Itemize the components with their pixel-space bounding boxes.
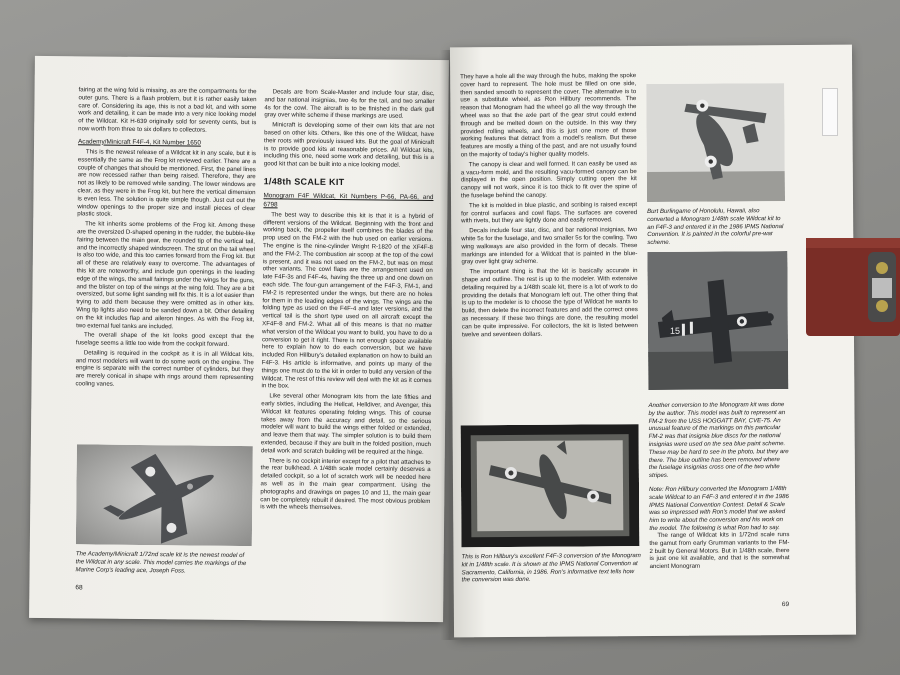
paragraph: Decals include four star, disc, and bar national insignias, two white 5s for the fuselage, and two smaller 5s for the cowling. Two wing walkways are also provided in the form of decals. These markings are intended for a Wildcat that is painted in the blue-gray over light gray scheme.: [461, 226, 638, 266]
burlingame-wildcat-photo: [646, 83, 785, 202]
paragraph: There is no cockpit interior except for a pilot that attaches to the rear bulkhead. A 1/48th scale model certainly deserves a detailed cockpit, so a lot of scratch work will be needed here as well as in the main gear compartment. Using the photographs and drawings on pages 10 and 11, the main gear can be completely rebuilt if desired. The most obvious problem is with the wheels themselves.: [260, 456, 431, 512]
page-number-left: 68: [75, 584, 83, 592]
book-stand-clip: [806, 232, 900, 342]
paragraph: Detailing is required in the cockpit as it is in all Wildcat kits, and most modelers will want to do some work on the engine. The engine is separate with the correct number of cylinders, but they are merely conical in shape with rings around them representing cooling vanes.: [75, 349, 254, 388]
right-page-column-1: [460, 72, 638, 341]
paragraph: The important thing is that the kit is basically accurate in shape and outline. The rest is up to the modeler. With extensive detailing required by a 1/48th scale kit, there is a lot of work to do providing the details that Monogram left out. The other thing that is up to the modeler is to choose the type of Wildcat he wants to build, then delete the incorrect features and add the correct ones as necessary. If these two things are done, the resulting model can be quite impressive. For collectors, the kit is listed between twelve and seventeen dollars.: [461, 267, 638, 338]
paragraph: The range of Wildcat kits in 1/72nd scale runs the gamut from early Grumman variants to the FM-2 built by General Motors. But in 1/48th scale, there is just one kit available, and that is the somewhat ancient Monogram: [649, 531, 790, 571]
paragraph: Decals are from Scale-Master and include four star, disc, and bar national insignias, two 4s for the tail, and two smaller 4s for the cowl. The aircraft is to be finished in the dark gull gray over white scheme if these markings are used.: [264, 88, 435, 121]
page-number-right: 69: [781, 601, 790, 609]
paragraph: The kit inherits some problems of the Frog kit. Among these are the oversized D-shaped opening in the rudder, the bubble-like fairing between the main gear, the rounded tip of the vertical tail, and the incorrectly shaped windscreen. The strut on the tail wheel is also too wide, and this too carries forward from the Frog kit. But all of these are relatively easy to overcome. The advantages of this kit are noteworthy, and include gun openings in the leading edge of the wings, the small fairings under the wings for the guns, and the blister on top of the wings at the wing fold. They are a bit oversized, but some light sanding will fix this. It is a lot easier than trying to add them because they were omitted as in other kits. Wing tip lights also need to be sanded down a bit. Other detailing on the kit includes flap and aileron hinges. As with the Frog kit, two external fuel tanks are included.: [76, 220, 256, 330]
right-page: [450, 45, 856, 638]
paragraph: They have a hole all the way through the hubs, making the spoke cover hard to represent. The hole must be filled on one side, then sanded smooth to represent the cover. The alternative is to use a substitute wheel, as Ron Hillbury recommends. The reason that Monogram had the wheel go all the way through the wheel was so that the axle part of the gear strut could extend through and be melted down on the outside. In this way they provided rolling wheels, and this is just one more of those working features that detract from a model's realism. But these features are mostly a thing of the past, and are not usually found on the majority of today's higher quality models.: [460, 72, 637, 159]
paragraph: This is the newest release of a Wildcat kit in any scale, but it is essentially the same as the Frog kit reviewed earlier. There are a couple of changes that should be mentioned. First, the panel lines are now recessed rather than being raised. Therefore, they are not as likely to be removed while sanding. The lower windows are clear, as they were in the Frog kit, but here the vertical dimension is even less. The solution is quite simple though. Just cut out the window openings to the proper size and install pieces of clear plastic stock.: [77, 148, 256, 219]
left-page: [29, 56, 449, 622]
academy-photo-caption: The Academy/Minicraft 1/72nd scale kit is the newest model of the Wildcat in any scale. This model carries the markings of the Marine Corp's leading ace, Joseph Foss.: [75, 550, 247, 575]
hillbury-photo-caption: This is Ron Hillbury's excellent F4F-3 conversion of the Monogram kit in 1/48th scale. It is shown at the IPMS National Convention at Sacramento, California, in 1986. Ron's informative text tells how the conversion was done.: [461, 552, 641, 584]
fm2-photo-caption: Another conversion to the Monogram kit was done by the author. This model was built to represent an FM-2 from the USS HOGGATT BAY, CVE-75. An unusual feature of the markings on this particular FM-2 was that insignia blue discs for the national insignias were used on the sea blue paint scheme. These may be hard to see in the photo, but they are there. The blue outline has been removed where the fuselage insignias cross one of the two white stripes.: [648, 401, 789, 480]
section-heading-1-48: 1/48th SCALE KIT: [263, 176, 345, 188]
academy-wildcat-photo: [76, 444, 253, 546]
hillbury-diorama-photo: [461, 424, 640, 547]
right-column: [260, 88, 434, 515]
fm2-wildcat-photo: [647, 251, 788, 390]
burlingame-photo-caption: Burt Burlingame of Honolulu, Hawaii, also converted a Monogram 1/48th scale Wildcat kit to an F4F-3 and entered it in the 1986 IPMS National Convention. It is painted in the colorful pre-war scheme.: [647, 207, 784, 247]
hillbury-note: Note: Ron Hillbury converted the Monogram 1/48th scale Wildcat to an F4F-3 and entered it in the 1986 IPMS National Convention Contest. Detail & Scale was so impressed with Ron's model that we asked him to write about the conversion and his work on the model. The following is what Ron had to say.: [649, 485, 789, 533]
background-page-tab: [822, 88, 838, 136]
paragraph: The best way to describe this kit is that it is a hybrid of different versions of the Wildcat. Beginning with the front and working back, the propeller itself combines the blades of the prop used on the FM-2 with the hub used on earlier versions. The engine is the nine-cylinder Wright R-1820 of the XF4F-8 and the FM-2. The combustion air scoop at the top of the cowl is present, and it was not used on the FM-2, but was on most other variants. The cowl flaps are the arrangement used on late F4F-3s and F4F-4s, having the three up and one down on each side. The four-gun arrangement of the F4F-3, FM-1, and FM-2 is represented under the wings, but there are no holes for them in the leading edges of the wings. The wings are the folding type as used on the F4F-4 and later versions, and the vertical tail is the short type used on all aircraft except the XF4F-8 and FM-2. What all of this means is that no matter what version of the Wildcat you want to build, you have to do a conversion to get it right. There is not enough space available here to explain how to do each conversion, but we have included Ron Hillbury's detailed explanation on how to build an F4F-3. His article is informative, and points up many of the things one must do to the kit in order to build any version of the Wildcat. The rest of this review will deal with the kit as it comes in the box.: [261, 211, 434, 390]
paragraph: The canopy is clear and well formed. It can easily be used as a vacu-form mold, and the resulting vacu-formed canopy can be displayed in the open position. Simply cutting open the kit canopy will not work, since it is too thick to fit over the spine of the fuselage behind the canopy.: [460, 159, 637, 200]
paragraph: The kit is molded in blue plastic, and scribing is raised except for control surfaces and cowl flaps. The surfaces are covered with rivets, but they are lightly done and easily removed.: [461, 200, 638, 225]
paragraph: The overall shape of the kit looks good except that the fuselage seems a little too wide from the cockpit forward.: [75, 331, 255, 348]
fm2-tail-number: 15: [669, 325, 680, 336]
left-column: [75, 86, 256, 392]
right-page-column-2-text: [649, 531, 789, 573]
paragraph: Minicraft is developing some of their own kits that are not based on other kits. Others, like this one of the Wildcat, have their roots with previously issued kits. But the goal of Minicraft is to provide good kits at reasonable prices. All Wildcat kits, including this one, need some work and detailing, but this is a good kit that can be built into a nice looking model.: [263, 121, 435, 169]
intro-paragraph: fairing at the wing fold is missing, as are the compartments for the outer guns. There is a flash problem, but it is rather easily taken care of. Considering its age, this is not a bad kit, and with some work and detailing, it can be made into a very nice looking model of the Wildcat. Kit H-639 originally sold for seventy cents, but is now worth from three to six dollars to collectors.: [78, 86, 257, 134]
monogram-kit-subheading: Monogram F4F Wildcat, Kit Numbers P-66, PA-66, and 6798: [263, 192, 434, 209]
paragraph: Like several other Monogram kits from the late fifties and early sixties, including the Hellcat, Helldiver, and Avenger, this Wildcat kit features operating folding wings. This of course takes away from the accuracy and detail, so the serious modeler will want to build the wings either folded or extended, and leave them that way. The simpler solution is to build them extended, because if they are built in the folded position, much detail work and scratch building will be required at the hinge.: [260, 392, 432, 456]
academy-kit-subheading: Academy/Minicraft F4F-4, Kit Number 1650: [78, 138, 201, 147]
